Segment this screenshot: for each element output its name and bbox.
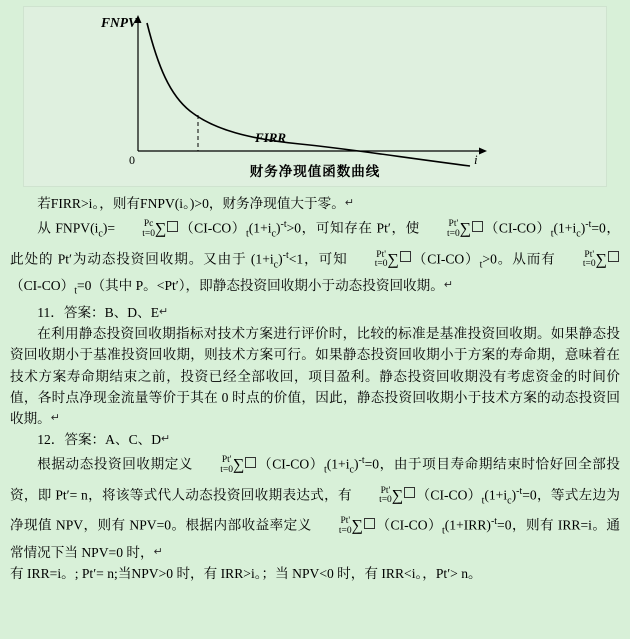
sigma-bot-7: t=0 — [338, 525, 352, 536]
question-11-explanation-text: 在利用静态投资回收期指标对技术方案进行评价时，比较的标准是基准投资回收期。如果静态投资回收期小于基准投资回收期，则技术方案可行。如果静态投资回收期小于方案的寿命期，意味着在技术方案寿命期结束之前，投资已经全部收回，项目盈利。静态投资回收期没有考虑资金的时间价值，各时点净现金流量等价于其在 0 时点的价值，因此，静态投资回收期小于技术方案的动态投资回收期。 — [10, 326, 620, 427]
placeholder-box-5 — [245, 457, 256, 468]
sigma-symbol-1: ∑ — [155, 220, 167, 238]
p2-seg-m: （CI-CO） — [411, 251, 480, 267]
body-text — [10, 193, 620, 584]
p2-seg-o: （CI-CO） — [10, 278, 75, 294]
return-mark-icon-3: ↵ — [159, 306, 169, 319]
fnpv-chart-svg — [50, 11, 580, 167]
sigma-limits-5 — [193, 456, 233, 475]
sigma-top-3: Pt' — [376, 249, 386, 260]
x-axis-label: i — [474, 152, 478, 167]
q12-seg-c: (1+i — [326, 456, 350, 472]
placeholder-box-3 — [400, 251, 411, 262]
p2-sub-c3: c — [576, 228, 581, 240]
sigma-bot-6: t=0 — [379, 495, 392, 506]
p2-sub-t3: t — [479, 258, 483, 270]
y-axis-label: FNPV — [101, 15, 138, 30]
q12-seg-l: =0，则有 IRR=i。通常情况下当 NPV=0 时， — [10, 517, 620, 560]
q12-sub-c1: c — [349, 464, 354, 476]
question-12-explanation-cont — [10, 563, 620, 584]
firr-label: FIRR — [255, 130, 287, 145]
origin-label: 0 — [129, 153, 135, 167]
p2-sub-t1: t — [245, 228, 249, 240]
question-12-label — [10, 429, 620, 450]
p2-sup-3: -t — [282, 249, 289, 261]
q12-seg-e: =0，由于项目寿命期结束时恰好回全部投资，即 Pt′= n，将该等式代人动态投资回收期表达式，有 — [10, 456, 621, 503]
sigma-top-5: Pt' — [221, 455, 232, 466]
sigma-symbol-3: ∑ — [387, 251, 399, 269]
q12-seg-i: =0，等式左边为净现值 NPV，则有 NPV=0。根据内部收益率定义 — [10, 487, 620, 533]
sigma-bot-4: t=0 — [582, 259, 596, 270]
paragraph-1 — [10, 193, 620, 214]
p2-sub-c1: c — [98, 228, 103, 240]
q12-sub-c2: c — [507, 495, 512, 507]
return-mark-icon-5: ↵ — [161, 433, 171, 446]
placeholder-box-6 — [404, 487, 415, 498]
p2-sub-t2: t — [550, 228, 554, 240]
p2-sub-t4: t — [74, 285, 77, 297]
sigma-symbol-2: ∑ — [459, 220, 472, 238]
q12-sup-2: -t — [516, 485, 523, 497]
q12-sup-1: -t — [358, 455, 365, 467]
sigma-bot-2: t=0 — [447, 228, 460, 239]
sigma-limits-4 — [556, 251, 596, 270]
sigma-symbol-6: ∑ — [391, 487, 404, 505]
sigma-symbol-4: ∑ — [595, 251, 608, 269]
p2-seg-b: )= — [102, 220, 116, 236]
sigma-bot-5: t=0 — [220, 464, 234, 475]
p2-sup-2: -t — [585, 219, 592, 231]
p2-sup-1: -t — [280, 219, 287, 231]
p2-seg-f: >0，可知存在 Pt′，使 — [286, 220, 420, 236]
q12-seg-d: ) — [353, 456, 359, 472]
q12-sub-t1: t — [323, 464, 327, 476]
return-mark-icon-4: ↵ — [50, 412, 60, 425]
sigma-top-7: Pt' — [340, 516, 351, 527]
q12-sub-t2: t — [481, 495, 485, 507]
q12-seg-g: (1+i — [484, 487, 508, 503]
placeholder-box-4 — [608, 251, 619, 262]
p2-seg-c: （CI-CO） — [179, 220, 246, 236]
sigma-bot-3: t=0 — [374, 259, 388, 270]
placeholder-box-1 — [167, 221, 178, 232]
sigma-symbol-5: ∑ — [233, 456, 245, 474]
p2-seg-j: =0，此处的 Pt′为动态投资回收期。又由于 (1+i — [10, 220, 621, 267]
sigma-limits-3 — [348, 251, 388, 270]
q12-seg-m: 有 IRR=i。; Pt′= n;当NPV>0 时，有 IRR>i。；当 NPV<0 时，有 IRR<i。，Pt′> n。 — [10, 566, 482, 582]
question-11-explanation — [10, 323, 620, 429]
q12-seg-h: ) — [511, 487, 517, 503]
figure-block — [23, 6, 607, 187]
p2-seg-h: (1+i — [553, 220, 577, 236]
question-11-label — [10, 302, 620, 323]
q12-seg-a: 根据动态投资回收期定义 — [37, 456, 194, 472]
p2-seg-p: =0（其中 P。<Pt′），即静态投资回收期小于动态投资回收期。 — [76, 278, 444, 294]
sigma-symbol-7: ∑ — [351, 517, 364, 535]
q12-seg-b: （CI-CO） — [257, 456, 324, 472]
q12-seg-k: (1+IRR) — [444, 517, 491, 533]
p2-seg-a: 从 FNPV(i — [37, 220, 99, 236]
question-12-explanation — [10, 450, 620, 563]
sigma-limits-2 — [420, 220, 460, 239]
return-mark-icon-2: ↵ — [443, 279, 454, 292]
p2-sub-c2: c — [271, 228, 276, 240]
question-11-answer: 11．答案：B、D、E — [37, 305, 160, 321]
p2-sub-c4: c — [273, 258, 279, 270]
paragraph-1-text: 若FIRR>i。，则有FNPV(i。)>0，财务净现值大于零。 — [37, 196, 345, 211]
sigma-bot-1: t=0 — [142, 228, 156, 239]
p2-seg-g: （CI-CO） — [484, 220, 551, 236]
q12-sup-3: -t — [490, 516, 498, 528]
question-12-answer: 12．答案：A、C、D — [37, 432, 162, 448]
sigma-top-1: Pc — [143, 219, 154, 230]
return-mark-icon-6: ↵ — [153, 545, 163, 558]
placeholder-box-2 — [472, 221, 483, 232]
sigma-top-6: Pt' — [380, 485, 391, 496]
p2-seg-n: >0。从而有 — [482, 251, 556, 267]
sigma-top-2: Pt' — [448, 219, 459, 230]
placeholder-box-7 — [364, 518, 375, 529]
sigma-limits-6 — [352, 487, 392, 506]
q12-sub-t3: t — [441, 525, 445, 537]
q12-seg-j: （CI-CO） — [376, 517, 442, 533]
fnpv-curve — [147, 23, 470, 166]
sigma-limits-7 — [312, 517, 352, 536]
return-mark-icon: ↵ — [344, 197, 355, 209]
p2-seg-k: ) — [278, 251, 283, 267]
p2-seg-l: <1，可知 — [288, 251, 348, 267]
sigma-top-4: Pt' — [584, 249, 595, 260]
p2-seg-e: ) — [275, 220, 281, 236]
fnpv-chart — [50, 11, 580, 167]
p2-seg-d: (1+i — [248, 220, 272, 236]
figure-caption: 财务净现值函数曲线 — [249, 164, 381, 180]
sigma-limits-1 — [115, 220, 155, 239]
document-page — [0, 6, 630, 639]
x-axis-arrow — [479, 148, 487, 155]
q12-seg-f: （CI-CO） — [416, 487, 482, 503]
p2-seg-i: ) — [580, 220, 586, 236]
paragraph-2 — [10, 214, 620, 302]
